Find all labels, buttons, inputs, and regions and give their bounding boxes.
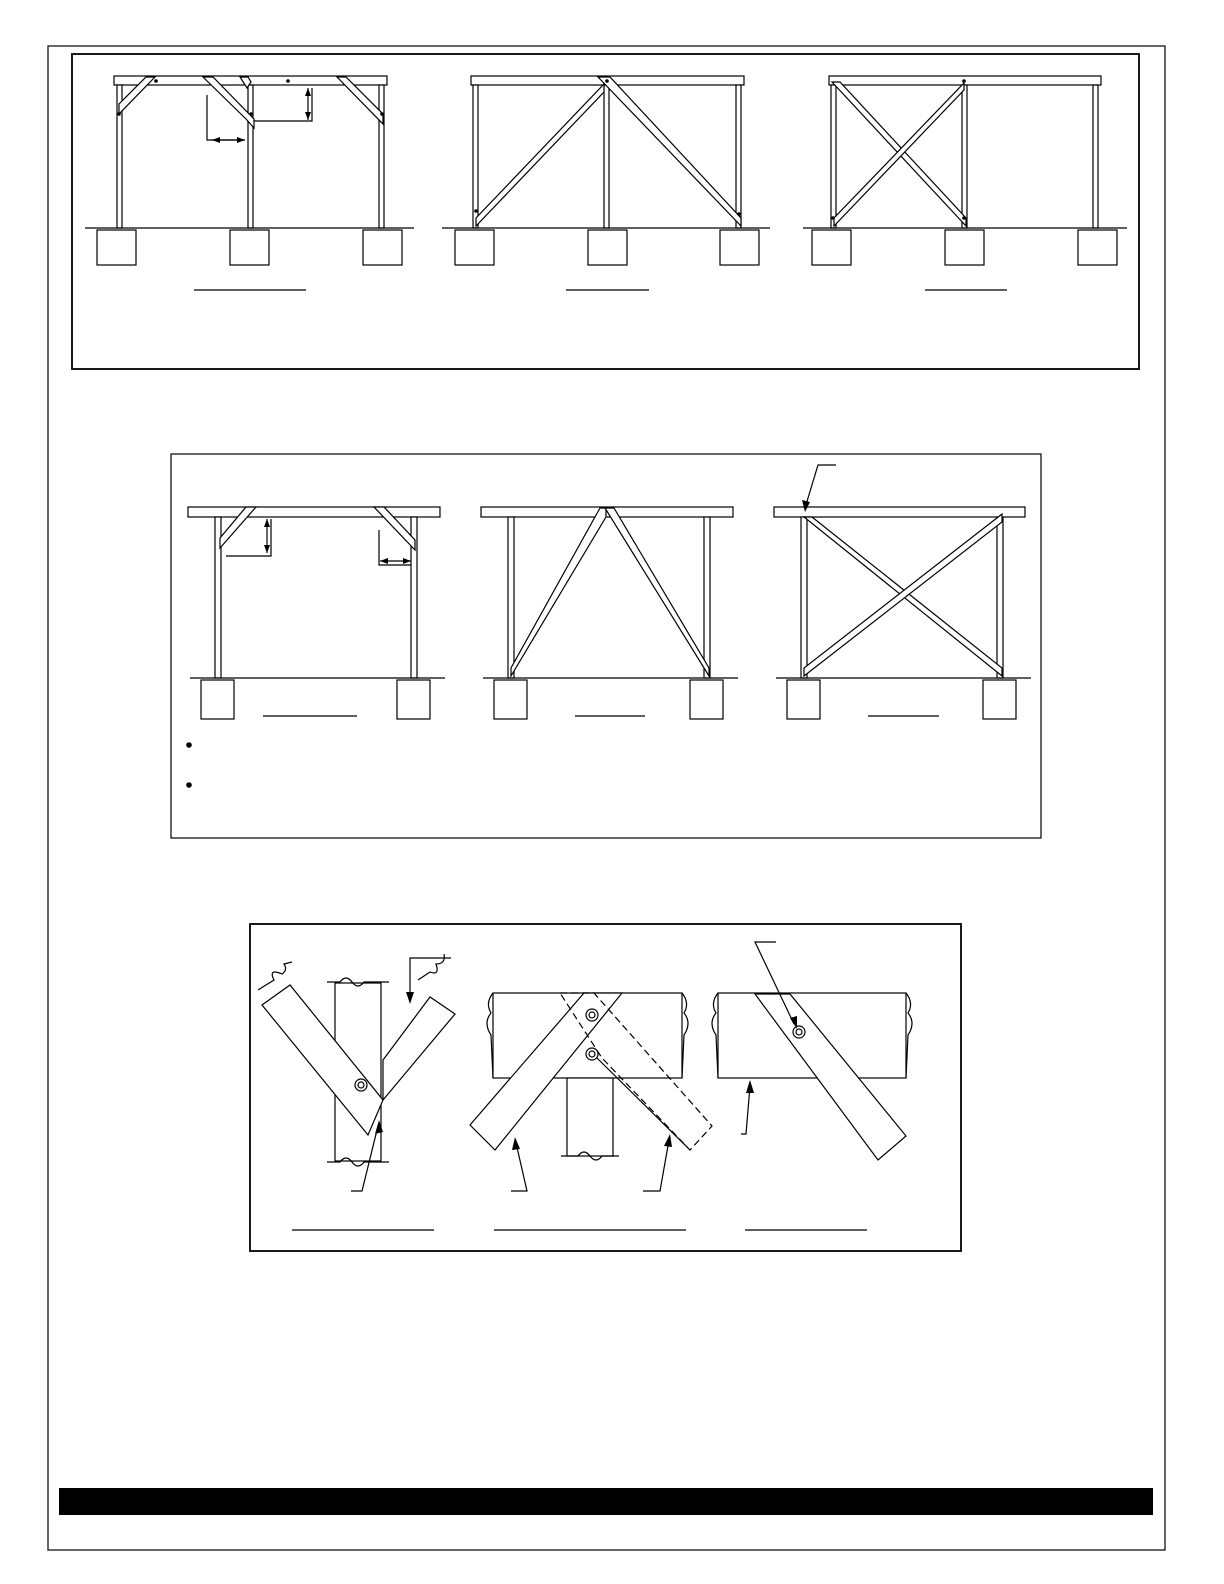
- dimension-arrow-icon: [212, 137, 220, 143]
- bullet-dot-icon: [186, 782, 192, 788]
- footer-bar: [59, 1488, 1153, 1515]
- leader-arrow-icon: [805, 465, 836, 508]
- frame-x-brace-three-bay: [803, 76, 1127, 290]
- panel-brace-connection-details: [250, 924, 961, 1251]
- frame-knee-brace-single-bay: [188, 507, 445, 719]
- detail-chevron-brace-to-beam: [470, 993, 712, 1230]
- sheet-border: [48, 46, 1165, 1550]
- detail-knee-brace-to-post: [258, 954, 455, 1230]
- frame-x-brace-single-bay: [774, 465, 1031, 719]
- frame-chevron-brace-single-bay: [481, 507, 738, 719]
- detail-x-brace-to-beam: [712, 942, 912, 1230]
- panel-single-bay-bracing: [171, 454, 1041, 838]
- panel-three-bay-bracing: [72, 54, 1139, 369]
- frame-knee-brace-three-bay: [85, 76, 414, 290]
- frame-chevron-brace-three-bay: [442, 76, 770, 290]
- break-line-icon: [258, 962, 292, 990]
- bullet-dot-icon: [186, 742, 192, 748]
